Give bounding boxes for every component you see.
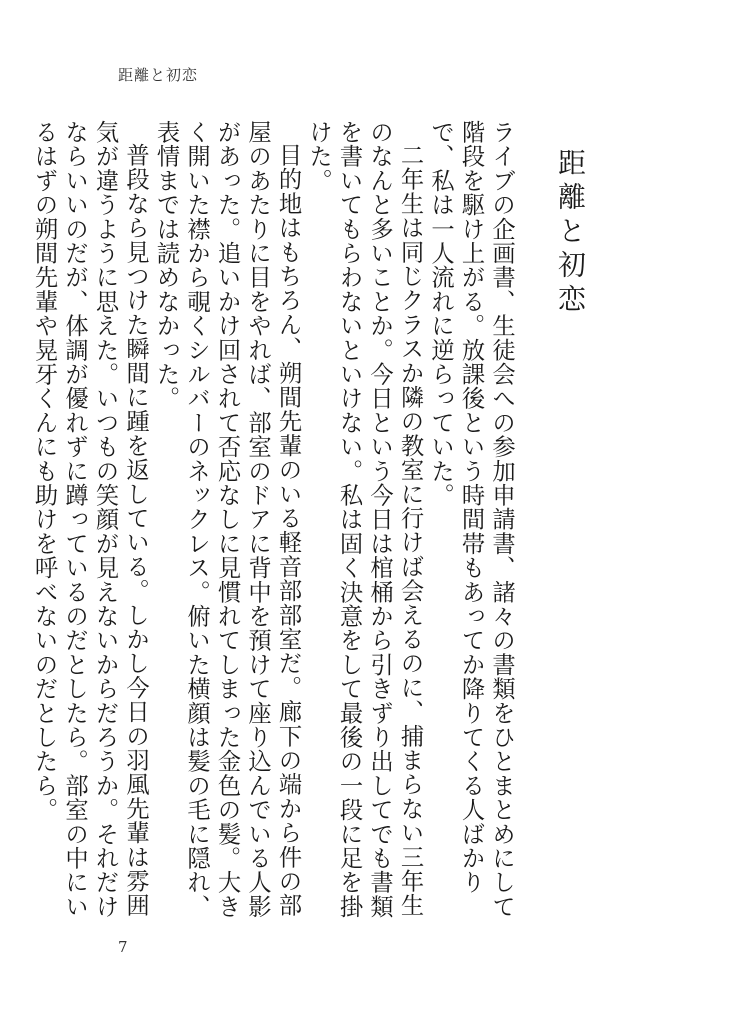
paragraph: 目的地はもちろん、朔間先輩のいる軽音部部室だ。廊下の端から件の部屋のあたりに目をやれば、部室のドアに背中を預けて座り込んでいる人影があった。追いかけ回されて否応なしに見慣れてしまった金色の髪。大きく開いた襟から覗くシルバーのネックレス。俯いた横顔は髪の毛に隠れ、表情までは読めなかった。 [152, 120, 302, 919]
body-text [28, 120, 516, 930]
page-number: 7 [118, 938, 128, 956]
running-header: 距離と初恋 [118, 66, 199, 84]
chapter-title: 距離と初恋 [554, 148, 587, 318]
paragraph: 二年生は同じクラスか隣の教室に行けば会えるのに、捕まらない三年生のなんと多いことか。今日という今日は棺桶から引きずり出してでも書類を書いてもらわないといけない。私は固く決意をして最後の一段に足を掛けた。 [305, 120, 424, 919]
paragraph: 普段なら見つけた瞬間に踵を返している。しかし今日の羽風先輩は雰囲気が違うように思えた。いつもの笑顔が見えないからだろうか。それだけならいいのだが、体調が優れずに蹲っているのだとしたら。部室の中にいるはずの朔間先輩や晃牙くんにも助けを呼べないのだとしたら。 [30, 120, 149, 919]
paragraph: ライブの企画書、生徒会への参加申請書、諸々の書類をひとまとめにして階段を駆け上がる。放課後という時間帯もあってか降りてくる人ばかりで、私は一人流れに逆らっていた。 [427, 120, 515, 919]
